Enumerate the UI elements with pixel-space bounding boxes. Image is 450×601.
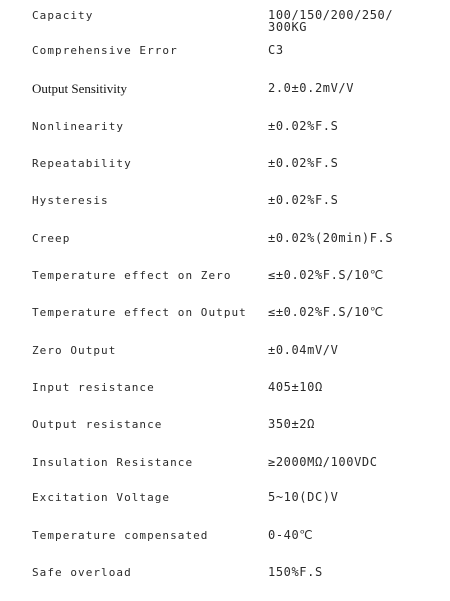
spec-label: Temperature effect on Zero bbox=[32, 269, 232, 282]
spec-value: 150%F.S bbox=[268, 565, 323, 579]
spec-row-nonlinearity bbox=[0, 120, 450, 150]
spec-value: ≤±0.02%F.S/10℃ bbox=[268, 268, 384, 282]
spec-row-temperature-effect-zero bbox=[0, 269, 450, 299]
spec-value: ±0.02%F.S bbox=[268, 119, 339, 133]
spec-value: ≥2000MΩ/100VDC bbox=[268, 455, 378, 469]
spec-row-zero-output bbox=[0, 344, 450, 374]
spec-value: ±0.04mV/V bbox=[268, 343, 339, 357]
spec-label: Input resistance bbox=[32, 381, 155, 394]
spec-value: 405±10Ω bbox=[268, 380, 323, 394]
spec-label: Temperature effect on Output bbox=[32, 306, 247, 319]
spec-row-insulation-resistance bbox=[0, 456, 450, 486]
spec-label: Excitation Voltage bbox=[32, 491, 171, 504]
spec-value: 5~10(DC)V bbox=[268, 490, 339, 504]
spec-label: Temperature compensated bbox=[32, 529, 209, 542]
spec-label: Zero Output bbox=[32, 344, 117, 357]
spec-label: Output Sensitivity bbox=[32, 81, 127, 96]
spec-label: Insulation Resistance bbox=[32, 456, 194, 469]
spec-row-temperature-compensated bbox=[0, 529, 450, 559]
spec-label: Output resistance bbox=[32, 418, 163, 431]
spec-label: Creep bbox=[32, 232, 71, 245]
spec-row-creep bbox=[0, 232, 450, 262]
spec-row-temperature-effect-output bbox=[0, 306, 450, 336]
spec-label: Safe overload bbox=[32, 566, 132, 579]
spec-label: Comprehensive Error bbox=[32, 44, 178, 57]
spec-value: 2.0±0.2mV/V bbox=[268, 81, 355, 95]
spec-value: ≤±0.02%F.S/10℃ bbox=[268, 305, 384, 319]
spec-value: 100/150/200/250/ 300KG bbox=[268, 8, 394, 34]
spec-value: ±0.02%F.S bbox=[268, 156, 339, 170]
spec-value: 350±2Ω bbox=[268, 417, 315, 431]
spec-row-comprehensive-error bbox=[0, 44, 450, 74]
spec-row-output-sensitivity bbox=[0, 82, 450, 112]
spec-label: Repeatability bbox=[32, 157, 132, 170]
spec-value: ±0.02%(20min)F.S bbox=[268, 231, 394, 245]
spec-label: Capacity bbox=[32, 9, 94, 22]
spec-row-capacity bbox=[0, 9, 450, 39]
spec-row-excitation-voltage bbox=[0, 491, 450, 521]
spec-value: C3 bbox=[268, 43, 284, 57]
spec-value: 0-40℃ bbox=[268, 528, 314, 542]
spec-row-output-resistance bbox=[0, 418, 450, 448]
spec-label: Nonlinearity bbox=[32, 120, 125, 133]
spec-row-hysteresis bbox=[0, 194, 450, 224]
spec-row-input-resistance bbox=[0, 381, 450, 411]
spec-value: ±0.02%F.S bbox=[268, 193, 339, 207]
spec-row-safe-overload bbox=[0, 566, 450, 596]
spec-row-repeatability bbox=[0, 157, 450, 187]
spec-label: Hysteresis bbox=[32, 194, 109, 207]
